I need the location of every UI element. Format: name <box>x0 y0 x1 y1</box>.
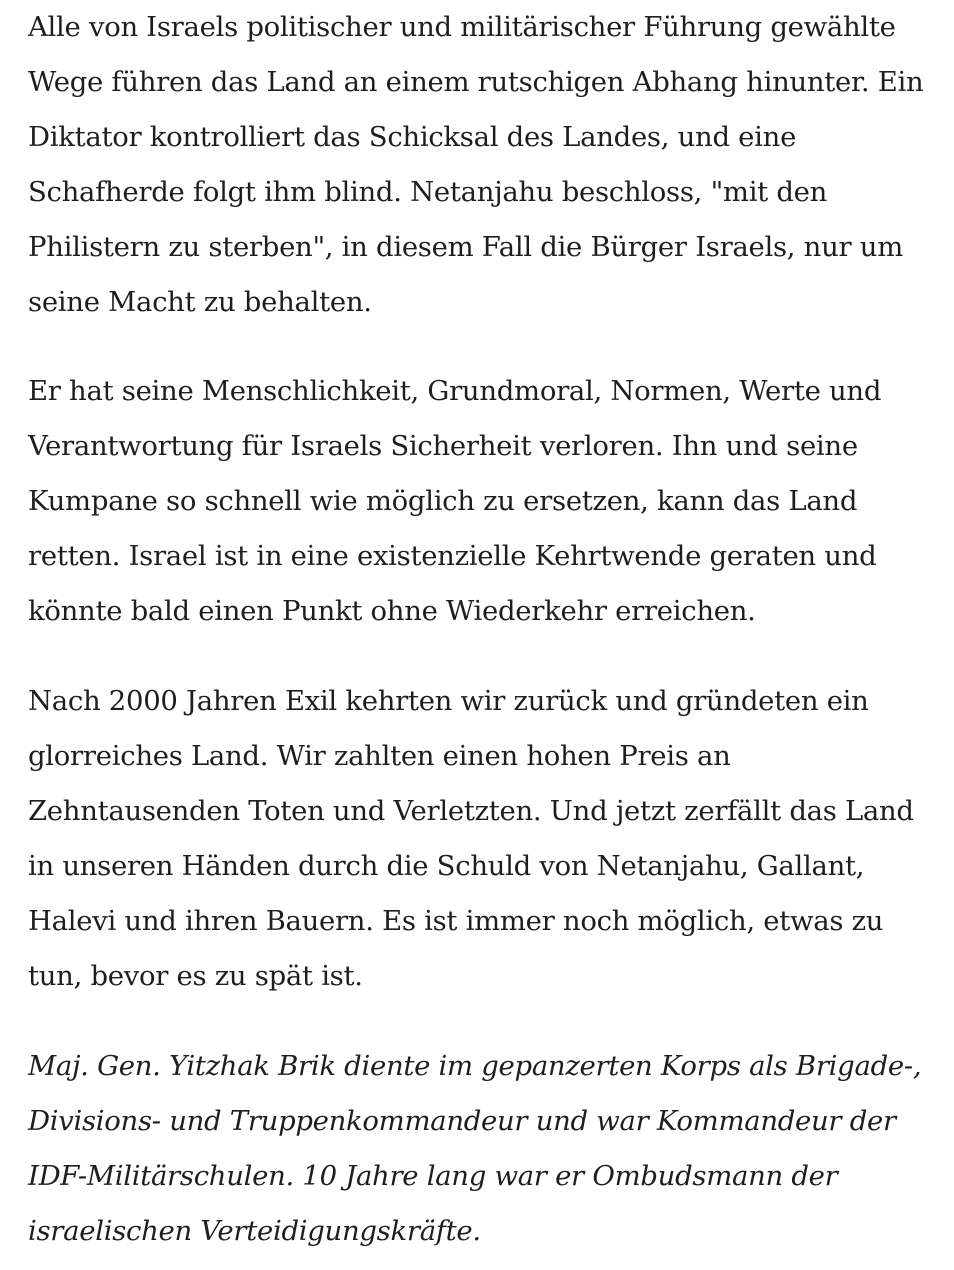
paragraph-line: retten. Israel ist in eine existenzielle Kehrtwende geraten und <box>28 540 877 572</box>
article-paragraph-1 <box>28 0 923 330</box>
paragraph-line: Er hat seine Menschlichkeit, Grundmoral, Normen, Werte und <box>28 375 882 407</box>
paragraph-line: Diktator kontrolliert das Schicksal des Landes, und eine <box>28 121 797 153</box>
article-paragraph-3 <box>28 674 914 1004</box>
paragraph-line: Alle von Israels politischer und militärischer Führung gewählte <box>28 11 896 43</box>
author-bio-line: Maj. Gen. Yitzhak Brik diente im gepanzerten Korps als Brigade-, <box>28 1050 922 1082</box>
paragraph-line: glorreiches Land. Wir zahlten einen hohen Preis an <box>28 740 731 772</box>
paragraph-line: in unseren Händen durch die Schuld von Netanjahu, Gallant, <box>28 850 865 882</box>
paragraph-line: tun, bevor es zu spät ist. <box>28 960 363 992</box>
author-bio-line: Divisions- und Truppenkommandeur und war Kommandeur der <box>28 1105 896 1137</box>
paragraph-line: seine Macht zu behalten. <box>28 286 372 318</box>
author-bio-line: IDF-Militärschulen. 10 Jahre lang war er Ombudsmann der <box>28 1160 838 1192</box>
paragraph-line: könnte bald einen Punkt ohne Wiederkehr erreichen. <box>28 595 756 627</box>
author-bio-line: israelischen Verteidigungskräfte. <box>28 1215 481 1247</box>
paragraph-line: Zehntausenden Toten und Verletzten. Und jetzt zerfällt das Land <box>28 795 914 827</box>
paragraph-line: Halevi und ihren Bauern. Es ist immer noch möglich, etwas zu <box>28 905 884 937</box>
paragraph-line: Verantwortung für Israels Sicherheit verloren. Ihn und seine <box>28 430 858 462</box>
paragraph-line: Philistern zu sterben", in diesem Fall die Bürger Israels, nur um <box>28 231 903 263</box>
paragraph-line: Nach 2000 Jahren Exil kehrten wir zurück und gründeten ein <box>28 685 869 717</box>
paragraph-line: Wege führen das Land an einem rutschigen Abhang hinunter. Ein <box>28 66 924 98</box>
paragraph-line: Kumpane so schnell wie möglich zu ersetzen, kann das Land <box>28 485 858 517</box>
article-paragraph-2 <box>28 364 881 639</box>
author-bio <box>28 1039 921 1259</box>
paragraph-line: Schafherde folgt ihm blind. Netanjahu beschloss, "mit den <box>28 176 828 208</box>
